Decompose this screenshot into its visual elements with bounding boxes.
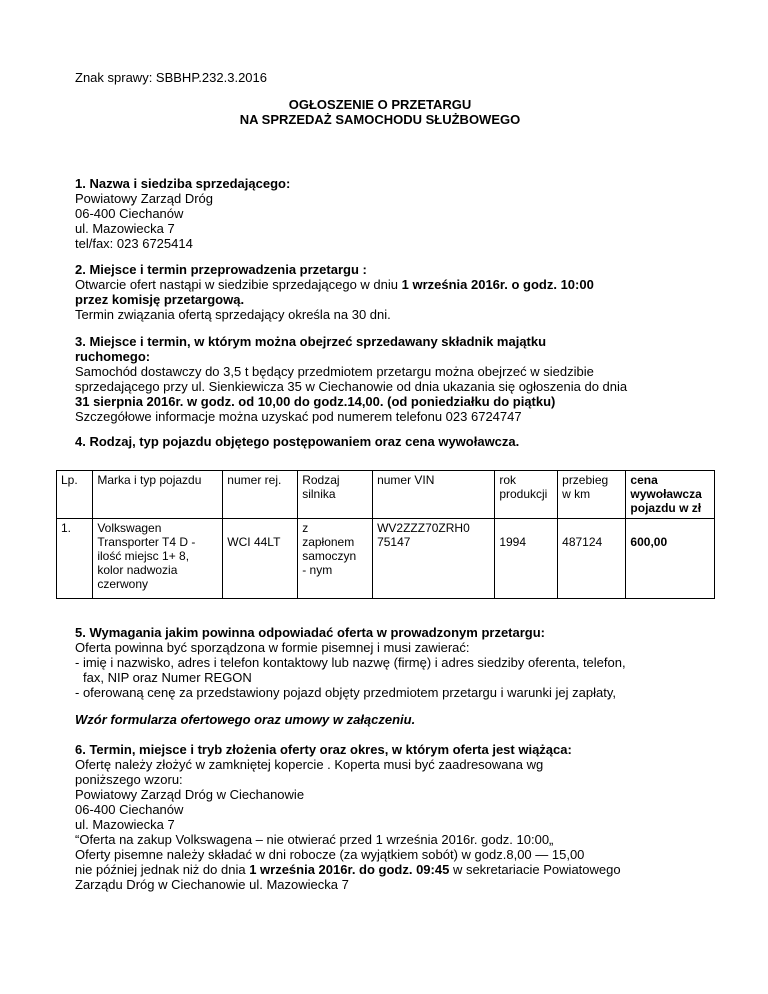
- s2-date-bold: 1 września 2016r. o godz. 10:00: [401, 277, 594, 292]
- th-rodzaj: [298, 471, 373, 519]
- vehicle-table: [56, 470, 715, 599]
- seller-street: ul. Mazowiecka 7: [75, 221, 175, 236]
- td-rodzaj-4: - nym: [302, 563, 333, 577]
- section-5-line-1: Oferta powinna być sporządzona w formie pisemnej i musi zawierać:: [75, 640, 470, 655]
- th-rodzaj-1: Rodzaj: [302, 473, 340, 487]
- th-cena-1: cena: [630, 473, 658, 487]
- section-3-line-4: Szczegółowe informacje można uzyskać pod numerem telefonu 023 6724747: [75, 409, 522, 424]
- td-nr-rej-value: WCI 44LT: [227, 535, 281, 549]
- td-marka: [93, 519, 223, 599]
- td-marka-4: kolor nadwozia: [97, 563, 178, 577]
- section-3-line-1: Samochód dostawczy do 3,5 t będący przedmiotem przetargu można obejrzeć w siedzibie: [75, 364, 594, 379]
- td-cena-value: 600,00: [630, 535, 668, 549]
- section-6-heading: 6. Termin, miejsce i tryb złożenia oferty oraz okres, w którym oferta jest wiążąca:: [75, 742, 572, 757]
- table-row: [57, 519, 715, 599]
- td-rodzaj-3: samoczyn: [302, 549, 357, 563]
- section-6-line-2: poniższego wzoru:: [75, 772, 183, 787]
- section-4: [75, 434, 715, 449]
- td-marka-1: Volkswagen: [97, 521, 162, 535]
- section-5: [75, 625, 715, 700]
- title-line-2: NA SPRZEDAŻ SAMOCHODU SŁUŻBOWEGO: [239, 112, 521, 127]
- th-rodzaj-2: silnika: [302, 487, 336, 501]
- section-3-heading-1: 3. Miejsce i termin, w którym można obejrzeć sprzedawany składnik majątku: [75, 334, 547, 349]
- td-nr-rej: [223, 519, 298, 599]
- title-line-1: OGŁOSZENIE O PRZETARGU: [288, 97, 472, 112]
- td-marka-5: czerwony: [97, 577, 149, 591]
- td-lp: 1.: [57, 519, 93, 599]
- section-1: [75, 176, 715, 251]
- seller-phone: tel/fax: 023 6725414: [75, 236, 193, 251]
- section-1-heading: 1. Nazwa i siedziba sprzedającego:: [75, 176, 291, 191]
- section-5-line-4: - oferowaną cenę za przedstawiony pojazd objęty przedmiotem przetargu i warunki jej zapłaty,: [75, 685, 616, 700]
- document-title: [75, 97, 685, 127]
- section-6-line-4: 06-400 Ciechanów: [75, 802, 184, 817]
- case-reference: Znak sprawy: SBBHP.232.3.2016: [75, 70, 267, 85]
- th-vin: numer VIN: [373, 471, 495, 519]
- section-3-line-3: 31 sierpnia 2016r. w godz. od 10,00 do godz.14,00. (od poniedziałku do piątku): [75, 394, 556, 409]
- section-5-line-3: fax, NIP oraz Numer REGON: [83, 670, 252, 685]
- seller-name: Powiatowy Zarząd Dróg: [75, 191, 213, 206]
- s6-deadline-bold: 1 września 2016r. do godz. 09:45: [249, 862, 450, 877]
- td-rodzaj-2: zapłonem: [302, 535, 355, 549]
- th-rok: [495, 471, 558, 519]
- section-2-line-1: [75, 277, 715, 292]
- td-rok: [495, 519, 558, 599]
- section-6-line-7: Oferty pisemne należy składać w dni robocze (za wyjątkiem sobót) w godz.8,00 — 15,00: [75, 847, 585, 862]
- td-rodzaj-1: z: [302, 521, 309, 535]
- section-5-line-2: - imię i nazwisko, adres i telefon kontaktowy lub nazwę (firmę) i adres siedziby oferenta, telefon,: [75, 655, 626, 670]
- section-3: [75, 334, 715, 424]
- th-cena-3: pojazdu w zł: [630, 501, 702, 515]
- th-marka: Marka i typ pojazdu: [93, 471, 223, 519]
- th-lp: Lp.: [57, 471, 93, 519]
- section-4-heading: 4. Rodzaj, typ pojazdu objętego postępowaniem oraz cena wywoławcza.: [75, 434, 520, 449]
- td-przebieg: [558, 519, 626, 599]
- section-3-line-2: sprzedającego przy ul. Sienkiewicza 35 w Ciechanowie od dnia ukazania się ogłoszenia do dnia: [75, 379, 628, 394]
- td-vin: [373, 519, 495, 599]
- s6-line8-b: w sekretariacie Powiatowego: [449, 862, 621, 877]
- td-vin-1: WV2ZZZ70ZRH0: [377, 521, 470, 535]
- td-rodzaj: [298, 519, 373, 599]
- section-6-line-3: Powiatowy Zarząd Dróg w Ciechanowie: [75, 787, 305, 802]
- th-rok-1: rok: [499, 473, 516, 487]
- section-2-line-3: Termin związania ofertą sprzedający określa na 30 dni.: [75, 307, 391, 322]
- section-5-heading: 5. Wymagania jakim powinna odpowiadać oferta w prowadzonym przetargu:: [75, 625, 546, 640]
- th-cena: [626, 471, 715, 519]
- section-3-heading-2: ruchomego:: [75, 349, 151, 364]
- s6-line8-a: nie później jednak niż do dnia: [75, 862, 250, 877]
- th-rok-2: produkcji: [499, 487, 548, 501]
- th-cena-2: wywoławcza: [630, 487, 702, 501]
- th-przebieg-1: przebieg: [562, 473, 609, 487]
- th-nr-rej: numer rej.: [223, 471, 298, 519]
- td-marka-2: Transporter T4 D -: [97, 535, 196, 549]
- td-przebieg-value: 487124: [562, 535, 603, 549]
- section-2: [75, 262, 715, 322]
- section-6-line-8: [75, 862, 715, 877]
- section-6-line-9: Zarządu Dróg w Ciechanowie ul. Mazowiecka 7: [75, 877, 349, 892]
- td-rok-value: 1994: [499, 535, 527, 549]
- section-6: [75, 742, 715, 892]
- s2-line1-text: Otwarcie ofert nastąpi w siedzibie sprzedającego w dniu: [75, 277, 402, 292]
- table-header-row: [57, 471, 715, 519]
- section-2-heading: 2. Miejsce i termin przeprowadzenia przetargu :: [75, 262, 367, 277]
- attachment-note: Wzór formularza ofertowego oraz umowy w załączeniu.: [75, 712, 416, 727]
- th-przebieg: [558, 471, 626, 519]
- section-6-line-6: “Oferta na zakup Volkswagena – nie otwierać przed 1 września 2016r. godz. 10:00„: [75, 832, 554, 847]
- section-6-line-1: Ofertę należy złożyć w zamkniętej kopercie . Koperta musi być zaadresowana wg: [75, 757, 544, 772]
- td-cena: [626, 519, 715, 599]
- seller-postcode: 06-400 Ciechanów: [75, 206, 184, 221]
- section-2-line-2: przez komisję przetargową.: [75, 292, 245, 307]
- th-przebieg-2: w km: [562, 487, 591, 501]
- section-6-line-5: ul. Mazowiecka 7: [75, 817, 175, 832]
- td-marka-3: ilość miejsc 1+ 8,: [97, 549, 190, 563]
- td-vin-2: 75147: [377, 535, 411, 549]
